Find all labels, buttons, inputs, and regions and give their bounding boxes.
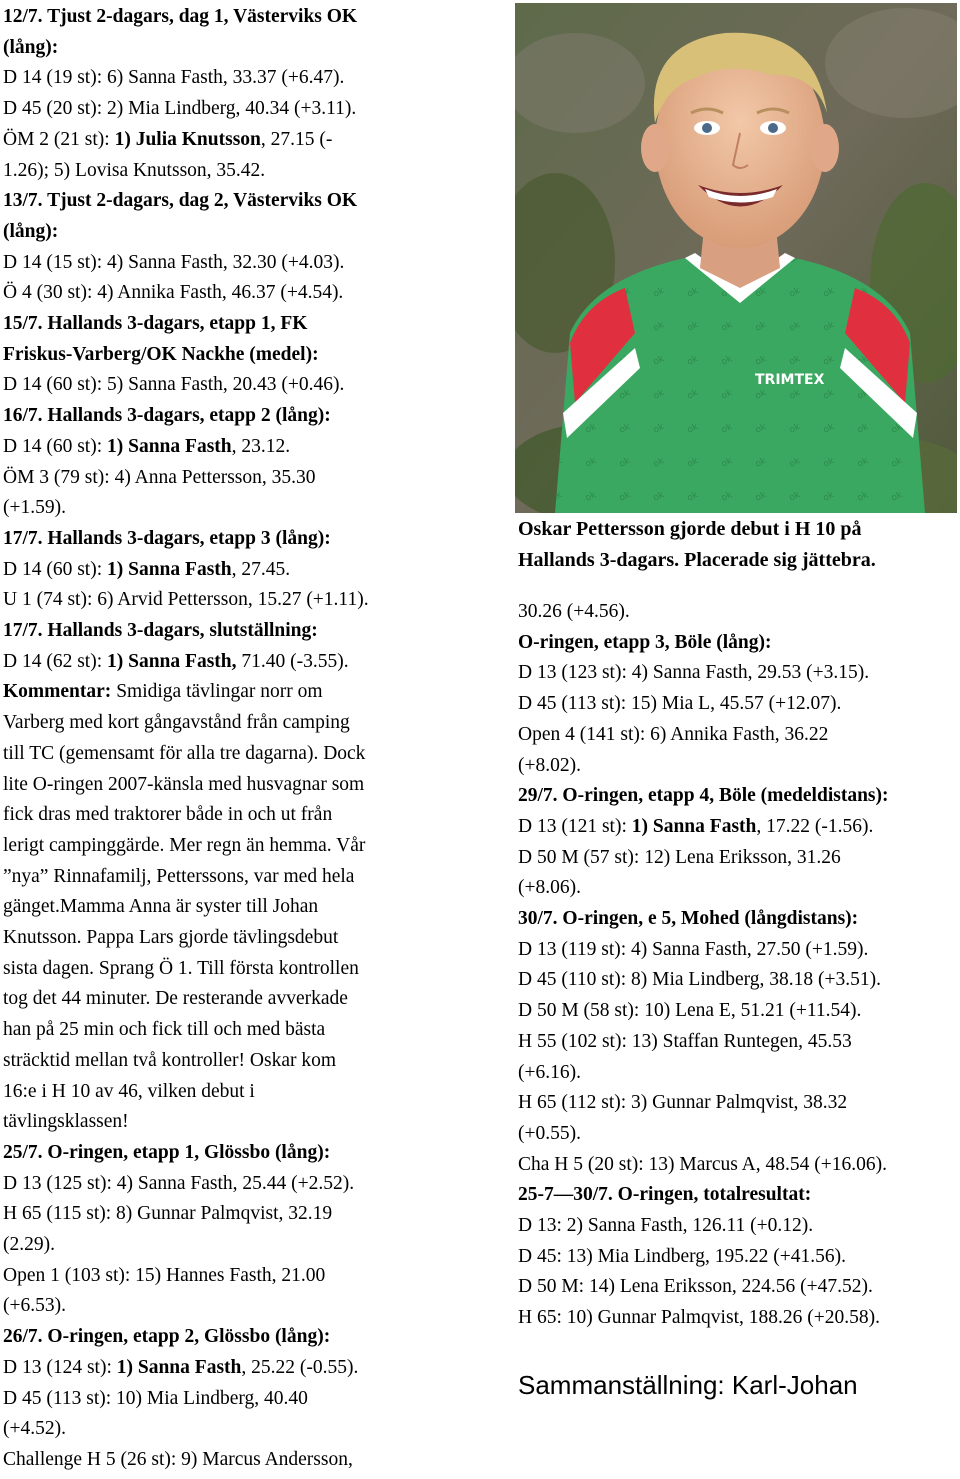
text-line [3,1357,358,1379]
text-line [3,1295,66,1317]
text-line [3,37,58,59]
body-text: D 50 M: 14) Lena Eriksson, 224.56 (+47.52). [518,1276,873,1298]
text-line [3,620,318,642]
text-line [3,436,290,458]
bold-text: 1) Sanna Fasth [107,435,232,457]
bold-text: 17/7. Hallands 3-dagars, slutställning: [3,620,318,641]
body-text: Open 4 (141 st): 6) Annika Fasth, 36.22 [518,723,829,745]
text-line [518,1276,873,1298]
body-text: gänget.Mamma Anna är syster till Johan [3,896,319,918]
body-text: ”nya” Rinnafamilj, Petterssons, var med hela [3,865,355,887]
text-line [518,632,772,654]
body-text: D 50 M (57 st): 12) Lena Eriksson, 31.26 [518,846,841,868]
body-text: H 65 (112 st): 3) Gunnar Palmqvist, 38.32 [518,1092,848,1114]
text-line [3,1050,336,1072]
text-line [518,724,828,746]
text-line [3,1142,330,1164]
body-text: D 14 (15 st): 4) Sanna Fasth, 32.30 (+4.03). [3,251,345,273]
text-line [518,1184,811,1206]
text-line [3,927,338,949]
body-text: sträcktid mellan två kontroller! Oskar kom [3,1049,337,1071]
text-line [518,1031,852,1053]
body-text: (+6.53). [3,1295,66,1317]
text-line [518,816,873,838]
text-line [3,804,332,826]
bold-text: 1) Sanna Fasth [107,558,232,580]
body-text: D 45 (110 st): 8) Mia Lindberg, 38.18 (+3.51). [518,969,882,991]
body-text: tävlingsklassen! [3,1111,129,1133]
text-line [3,958,359,980]
body-text: fick dras med traktorer både in och ut från [3,804,333,826]
bold-text: Friskus-Varberg/OK Nackhe (medel): [3,343,319,365]
text-line [518,785,889,807]
text-line [3,835,365,857]
text-line [3,988,348,1010]
text-line [3,1203,332,1225]
body-text: Ö 4 (30 st): 4) Annika Fasth, 46.37 (+4.54). [3,282,344,304]
body-text: D 14 (60 st): [3,435,107,457]
text-line [3,1388,308,1410]
text-line [518,939,868,961]
bold-text: 1) Sanna Fasth [631,815,757,837]
text-line [3,1326,330,1348]
bold-text: 16/7. Hallands 3-dagars, etapp 2 (lång): [3,405,331,427]
body-text: Cha H 5 (20 st): 13) Marcus A, 48.54 (+16.06). [518,1153,887,1175]
text-line [3,1449,353,1471]
text-line [518,1154,887,1176]
text-line [518,601,630,623]
body-text: han på 25 min och fick till och med bästa [3,1019,326,1041]
body-text: , 27.45. [231,558,291,580]
body-text: Varberg med kort gångavstånd från camping [3,712,350,734]
text-line [3,896,318,918]
body-text: (+1.59). [3,497,66,519]
body-text: D 13 (123 st): 4) Sanna Fasth, 29.53 (+3.15). [518,662,870,684]
body-text: D 13 (119 st): 4) Sanna Fasth, 27.50 (+1.59). [518,938,869,960]
text-line [3,405,331,427]
text-line [3,1111,129,1133]
bold-text: 25/7. O-ringen, etapp 1, Glössbo (lång): [3,1141,331,1163]
body-text: D 13 (121 st): [518,815,632,837]
body-text: 1.26); 5) Lovisa Knutsson, 35.42. [3,159,266,181]
text-line [3,866,354,888]
body-text: 71.40 (-3.55). [236,650,349,672]
text-line [3,344,319,366]
text-line [3,1418,66,1440]
body-text: 16:e i H 10 av 46, vilken debut i [3,1080,255,1102]
text-line [518,755,581,777]
body-text: D 14 (19 st): 6) Sanna Fasth, 33.37 (+6.47). [3,67,345,89]
text-line [3,252,344,274]
text-line [3,129,332,151]
body-text: Open 1 (103 st): 15) Hannes Fasth, 21.00 [3,1264,326,1286]
photo-caption-line: Hallands 3-dagars. Placerade sig jättebra. [518,549,876,571]
text-line [518,1092,847,1114]
text-line [3,160,265,182]
body-text: , 27.15 (- [260,128,333,150]
text-line [518,662,869,684]
body-text: ÖM 2 (21 st): [3,128,115,150]
body-text: (2.29). [3,1234,55,1255]
body-text: ÖM 3 (79 st): 4) Anna Pettersson, 35.30 [3,466,316,488]
body-text: Knutsson. Pappa Lars gjorde tävlingsdebut [3,927,339,948]
text-line [3,1173,354,1195]
text-line [3,743,365,765]
text-line [3,1265,325,1287]
text-line [3,1081,255,1103]
text-line [3,190,357,212]
body-text: D 45 (113 st): 10) Mia Lindberg, 40.40 [3,1387,308,1409]
text-line [3,528,331,550]
body-text: D 14 (62 st): [3,650,107,672]
text-line [518,1123,581,1145]
body-text: Smidiga tävlingar norr om [111,681,323,703]
text-line [3,6,357,28]
body-text: , 17.22 (-1.56). [756,815,874,837]
text-line [3,67,344,89]
photo-caption-line: Oskar Pettersson gjorde debut i H 10 på [518,518,862,540]
bold-text: (lång): [3,36,59,58]
text-line [518,908,858,930]
text-line [3,313,307,335]
body-text: 30.26 (+4.56). [518,601,630,622]
body-text: lite O-ringen 2007-känsla med husvagnar som [3,773,365,795]
body-text: , 25.22 (-0.55). [241,1356,359,1378]
body-text: D 14 (60 st): [3,558,107,580]
portrait-photo [515,3,957,513]
bold-text: 30/7. O-ringen, e 5, Mohed (långdistans): [518,908,859,929]
bold-text: 29/7. O-ringen, etapp 4, Böle (medeldistans): [518,785,889,807]
body-text: D 13: 2) Sanna Fasth, 126.11 (+0.12). [518,1215,814,1236]
text-line [518,847,841,869]
body-text: (+0.55). [518,1122,581,1144]
body-text: U 1 (74 st): 6) Arvid Pettersson, 15.27 (+1.11). [3,589,369,611]
text-line [518,877,581,899]
body-text: D 50 M (58 st): 10) Lena E, 51.21 (+11.54). [518,1000,862,1022]
text-line [3,712,350,734]
text-line [518,1062,581,1084]
text-line [518,693,841,715]
body-text: sista dagen. Sprang Ö 1. Till första kontrollen [3,957,359,979]
bold-text: 25-7—30/7. O-ringen, totalresultat: [518,1184,812,1206]
bold-text: 17/7. Hallands 3-dagars, etapp 3 (lång): [3,527,331,549]
credit-line: Sammanställning: Karl-Johan [518,1370,858,1400]
body-text: D 13 (125 st): 4) Sanna Fasth, 25.44 (+2.52). [3,1172,355,1194]
body-text: lerigt campinggärde. Mer regn än hemma. Vår [3,834,366,856]
bold-text: 15/7. Hallands 3-dagars, etapp 1, FK [3,313,308,334]
body-text: (+8.02). [518,754,581,776]
text-line [518,1215,813,1237]
body-text: D 14 (60 st): 5) Sanna Fasth, 20.43 (+0.46). [3,374,345,396]
text-line [518,1246,846,1268]
bold-text: 1) Sanna Fasth [116,1356,242,1378]
text-line [518,1307,880,1329]
text-line [3,559,290,581]
text-line [3,374,344,396]
bold-text: O-ringen, etapp 3, Böle (lång): [518,631,772,653]
bold-text: 13/7. Tjust 2-dagars, dag 2, Västerviks OK [3,190,358,212]
text-line [3,497,66,519]
shirt-brand-text: TRIMTEX [755,372,825,388]
bold-text: (lång): [3,220,59,242]
body-text: Challenge H 5 (26 st): 9) Marcus Andersson, [3,1448,353,1470]
bold-text: 12/7. Tjust 2-dagars, dag 1, Västerviks OK [3,6,358,27]
body-text: (+8.06). [518,877,581,899]
body-text: D 45: 13) Mia Lindberg, 195.22 (+41.56). [518,1245,847,1267]
body-text: tog det 44 minuter. De resterande avverkade [3,988,348,1010]
text-line [3,651,349,673]
text-line [3,282,343,304]
text-line [3,774,364,796]
bold-text: 26/7. O-ringen, etapp 2, Glössbo (lång): [3,1326,331,1348]
body-text: H 55 (102 st): 13) Staffan Runtegen, 45.53 [518,1030,852,1052]
body-text: D 45 (113 st): 15) Mia L, 45.57 (+12.07). [518,693,842,715]
text-line [3,221,58,243]
body-text: (+4.52). [3,1418,66,1440]
body-text: D 45 (20 st): 2) Mia Lindberg, 40.34 (+3.11). [3,98,357,120]
text-line [518,969,881,991]
bold-text: Kommentar: [3,681,112,703]
text-line [3,1019,325,1041]
text-line [3,98,356,120]
body-text: H 65: 10) Gunnar Palmqvist, 188.26 (+20.58). [518,1307,880,1329]
text-line [3,589,369,611]
text-line [518,1000,861,1022]
body-text: H 65 (115 st): 8) Gunnar Palmqvist, 32.19 [3,1203,333,1225]
bold-text: 1) Julia Knutsson [114,128,261,150]
text-line [3,1234,55,1256]
body-text: , 23.12. [231,435,291,457]
bold-text: 1) Sanna Fasth, [107,650,237,672]
text-line [3,467,316,489]
body-text: till TC (gemensamt för alla tre dagarna). Dock [3,742,366,764]
body-text: D 13 (124 st): [3,1356,117,1378]
body-text: (+6.16). [518,1061,581,1083]
text-line [3,681,323,703]
